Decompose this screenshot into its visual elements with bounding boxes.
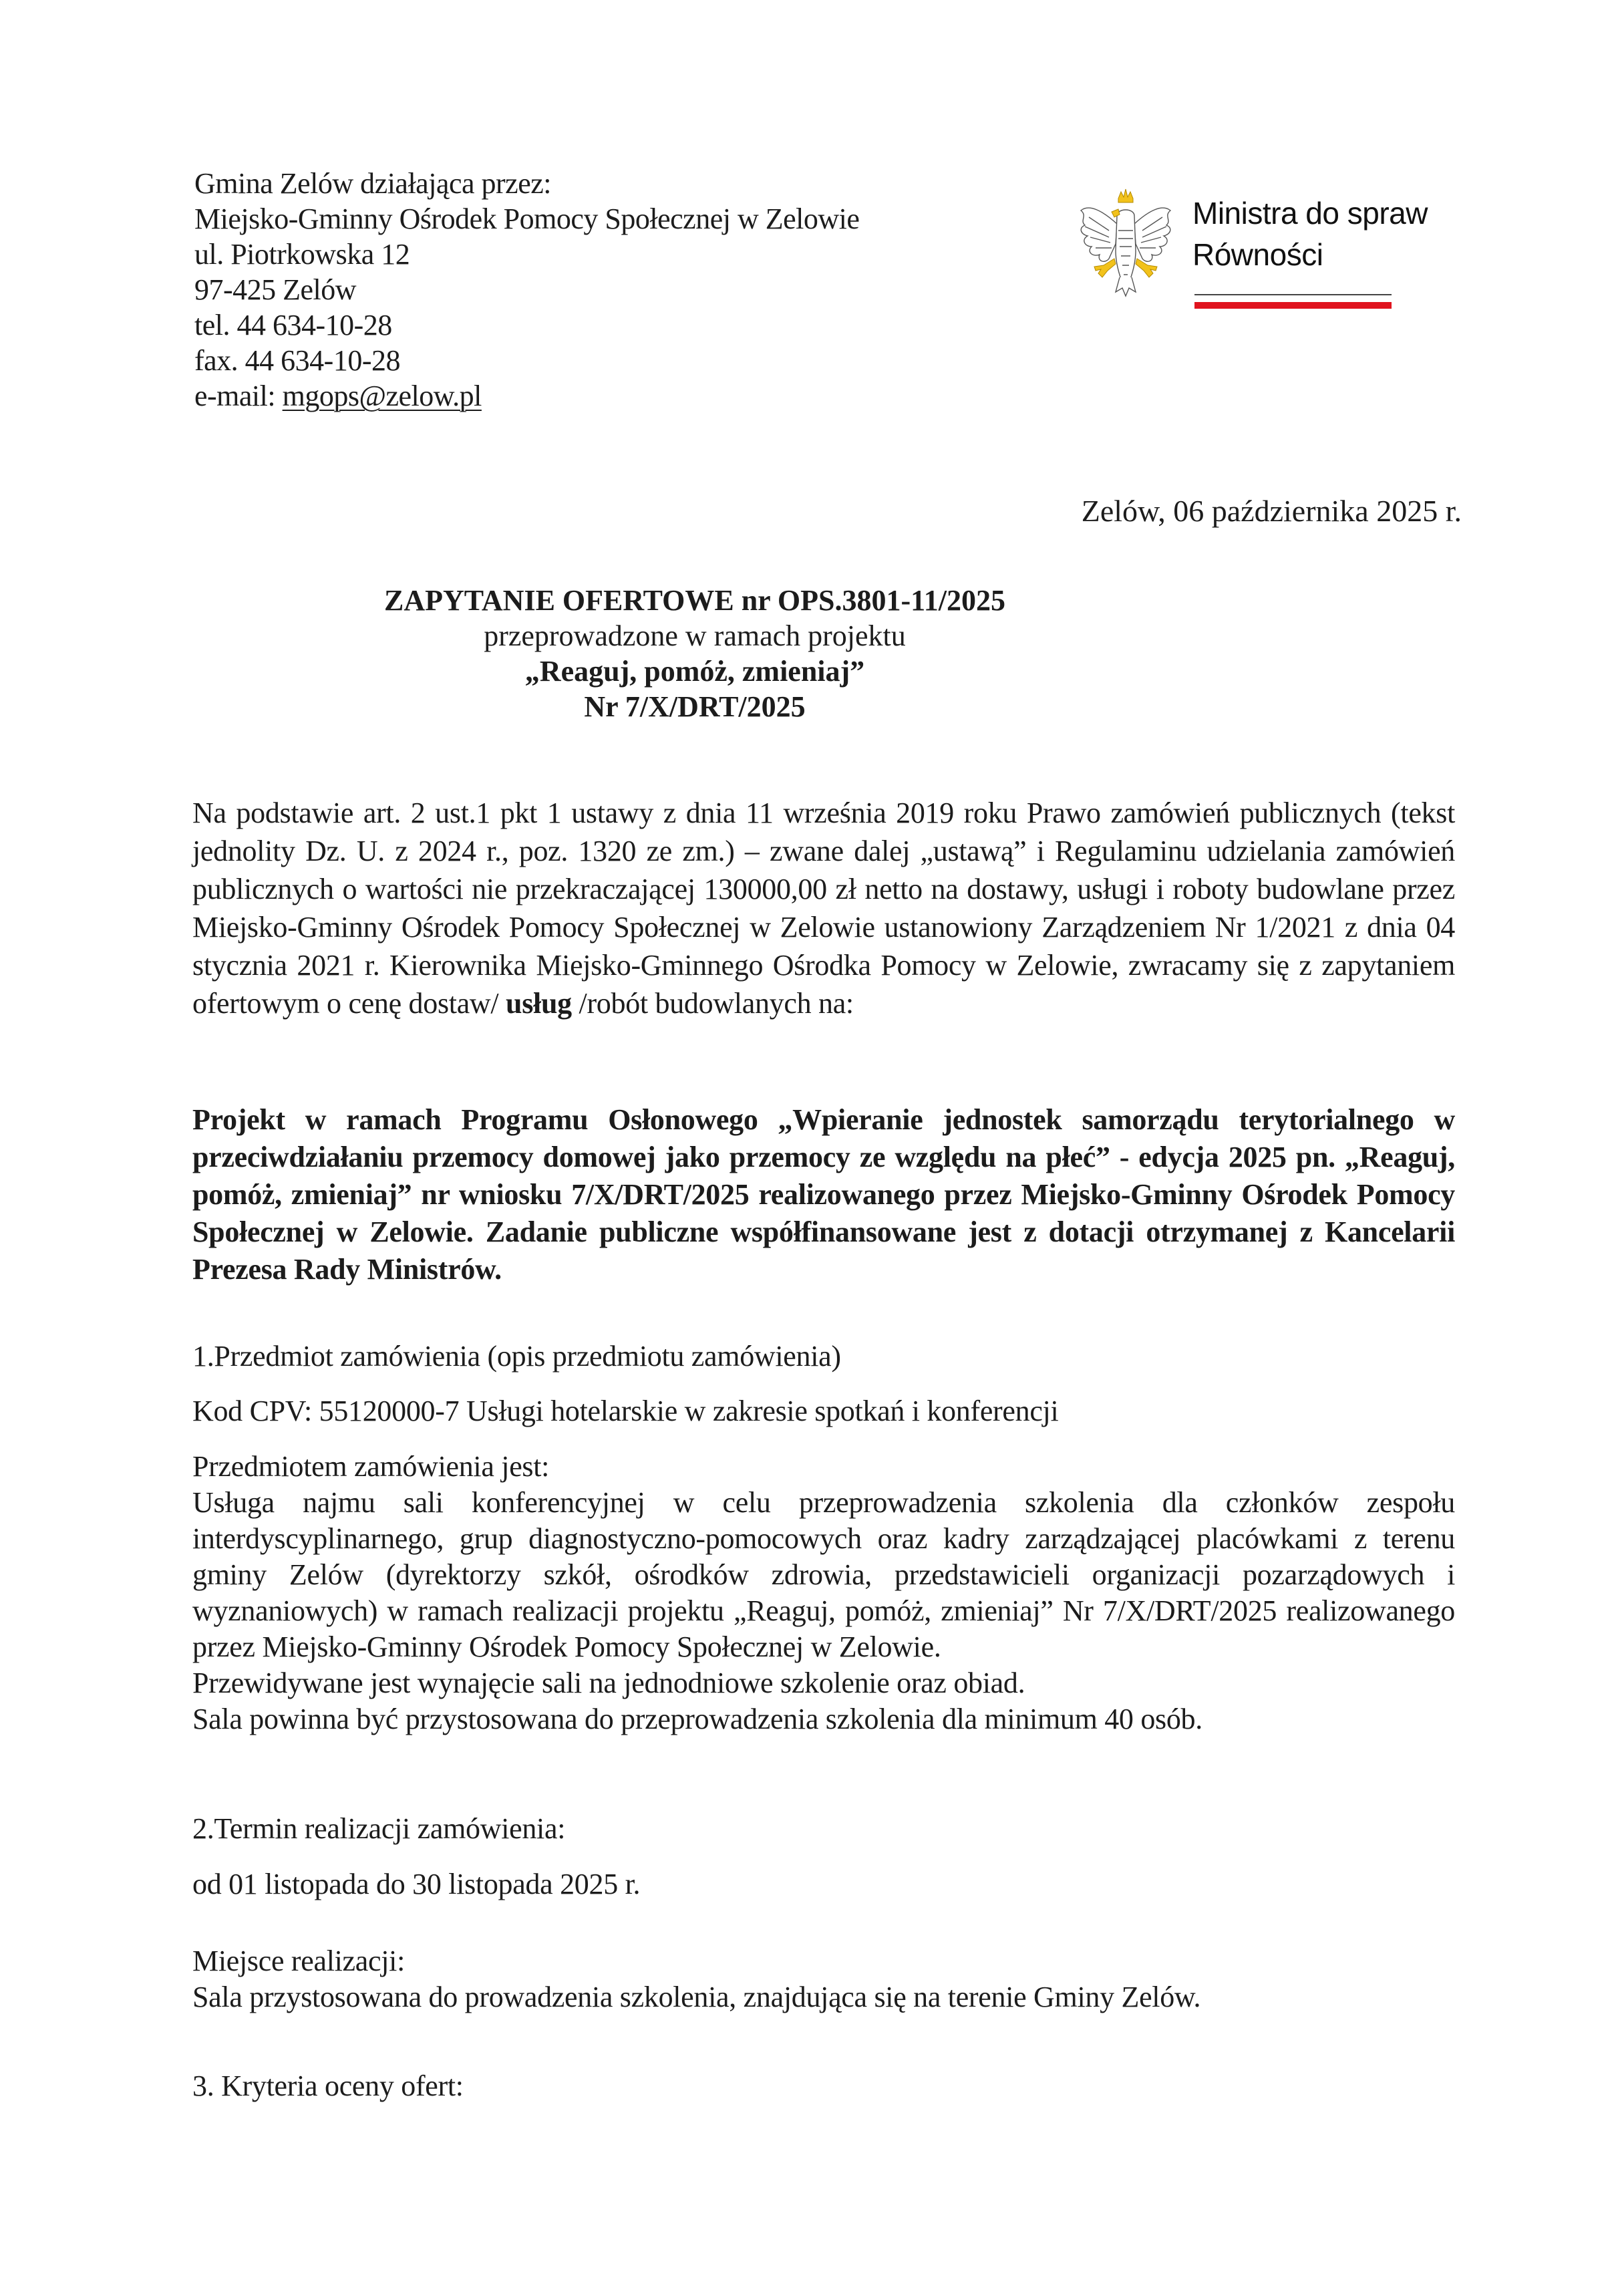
project-number: Nr 7/X/DRT/2025 [584, 690, 806, 723]
sender-address-block [194, 166, 859, 414]
intro-text: Na podstawie art. 2 ust.1 pkt 1 ustawy z dnia 11 września 2019 roku Prawo zamówień publicznych (tekst jednolity Dz. U. z 2024 r., poz. 1320 ze zm.) – zwane dalej „ustawą” i Regulaminu udzielania zamówień publicznych o wartości nie przekraczającej 130000,00 zł netto na dostawy, usługi i roboty budowlane przez Miejsko-Gminny Ośrodek Pomocy Społecznej w Zelowie ustanowiony Zarządzeniem Nr 1/2021 z dnia 04 stycznia 2021 r. Kierownika Miejsko-Gminnego Ośrodka Pomocy w Zelowie, zwracamy się z zapytaniem ofertowym o cenę dostaw/ [192, 797, 1455, 1020]
sender-line: ul. Piotrkowska 12 [194, 238, 410, 271]
project-name: „Reaguj, pomóż, zmieniaj” [524, 655, 865, 688]
place-text: Sala przystosowana do prowadzenia szkolenia, znajdująca się na terenie Gminy Zelów. [192, 1981, 1201, 2013]
sender-line: 97-425 Zelów [194, 273, 357, 306]
place-label: Miejsce realizacji: [192, 1945, 406, 1977]
sender-line: fax. 44 634-10-28 [194, 344, 400, 377]
sender-line: Miejsko-Gminny Ośrodek Pomocy Społecznej w Zelowie [194, 202, 860, 235]
section-2-heading: 2.Termin realizacji zamówienia: [192, 1812, 566, 1845]
order-subject [192, 1449, 1455, 1737]
section-3-heading: 3. Kryteria oceny ofert: [192, 2069, 464, 2102]
project-paragraph: Projekt w ramach Programu Osłonowego „Wpieranie jednostek samorządu terytorialnego w przeciwdziałaniu przemocy domowej jako przemocy ze względu na płeć” - edycja 2025 pn. „Reaguj, pomóż, zmieniaj” nr wniosku 7/X/DRT/2025 realizowanego przez Miejsko-Gminny Ośrodek Pomocy Społecznej w Zelowie. Zadanie publiczne współfinansowane jest z dotacji otrzymanej z Kancelarii Prezesa Rady Ministrów. [192, 1103, 1455, 1286]
intro-text-end: /robót budowlanych na: [571, 987, 854, 1020]
sender-line: tel. 44 634-10-28 [194, 309, 392, 341]
cpv-code: Kod CPV: 55120000-7 Usługi hotelarskie w zakresie spotkań i konferencji [192, 1395, 1059, 1427]
intro-paragraph [192, 794, 1455, 1022]
document-date: Zelów, 06 października 2025 r. [1081, 494, 1462, 528]
order-subject-text: Usługa najmu sali konferencyjnej w celu przeprowadzenia szkolenia dla członków zespołu interdyscyplinarnego, grup diagnostyczno-pomocowych oraz kadry zarządzającej placówkami z terenu gminy Zelów (dyrektorzy szkół, ośrodków zdrowia, przedstawicieli organizacji pozarządowych i wyznaniowych) w ramach realizacji projektu „Reaguj, pomóż, zmieniaj” Nr 7/X/DRT/2025 realizowanego przez Miejsko-Gminny Ośrodek Pomocy Społecznej w Zelowie. [192, 1486, 1455, 1663]
email-link[interactable]: mgops@zelow.pl [282, 380, 482, 412]
realization-term: od 01 listopada do 30 listopada 2025 r. [192, 1868, 641, 1900]
polish-eagle-emblem-icon [1076, 184, 1176, 297]
ministry-name-line2: Równości [1192, 237, 1323, 272]
section-1-heading: 1.Przedmiot zamówienia (opis przedmiotu zamówienia) [192, 1340, 841, 1373]
ministry-logo [1069, 180, 1456, 307]
document-title-block [0, 583, 1610, 724]
document-subtitle: przeprowadzone w ramach projektu [484, 619, 906, 652]
email-label: e-mail: [194, 380, 283, 412]
rental-note: Przewidywane jest wynajęcie sali na jednodniowe szkolenie oraz obiad. [192, 1667, 1025, 1699]
sender-line: Gmina Zelów działająca przez: [194, 167, 551, 200]
logo-divider-line [1194, 294, 1392, 295]
intro-bold-text: usług [506, 987, 572, 1020]
ministry-name [1192, 192, 1428, 275]
order-subject-label: Przedmiotem zamówienia jest: [192, 1450, 550, 1483]
logo-red-bar [1194, 302, 1392, 309]
document-title: ZAPYTANIE OFERTOWE nr OPS.3801-11/2025 [384, 584, 1005, 617]
ministry-name-line1: Ministra do spraw [1192, 196, 1428, 231]
sender-email-line [194, 378, 859, 414]
realization-place [192, 1943, 1455, 2015]
capacity-note: Sala powinna być przystosowana do przeprowadzenia szkolenia dla minimum 40 osób. [192, 1703, 1202, 1735]
